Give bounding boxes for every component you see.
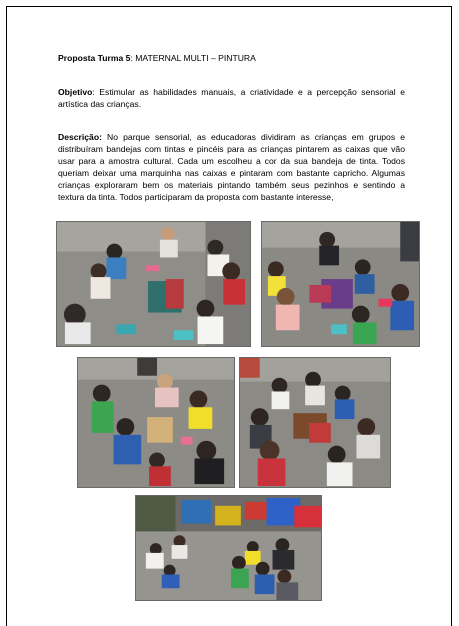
document-page [6,6,452,626]
photo-children-painting-1 [56,221,251,347]
description-paragraph [58,131,405,203]
description-label: Descrição: [58,132,102,142]
document-title [58,52,405,64]
title-label: Proposta Turma 5 [58,53,131,63]
objective-label: Objetivo [58,87,93,97]
title-text: : MATERNAL MULTI – PINTURA [130,53,256,63]
photo-children-painting-3 [77,357,235,488]
photo-children-painting-4 [239,357,391,488]
photo-children-painting-5 [135,495,322,601]
objective-text: : Estimular as habilidades manuais, a criatividade e a percepção sensorial e artística das crianças. [58,87,405,109]
photo-children-painting-2 [261,221,420,347]
objective-paragraph [58,86,405,110]
description-text: No parque sensorial, as educadoras dividiram as crianças em grupos e distribuíram bandejas com tintas e pincéis para as crianças pintarem as caixas que vão usar para a amostra cultural. Cada um escolheu a cor da sua bandeja de tinta. Todos queriam deixar uma marquinha nas caixas e pintaram com bastante capricho. Algumas crianças exploraram bem os materiais pintando também seus pezinhos e sentindo a textura da tinta. Todos participaram da proposta com bastante interesse, [58,132,405,202]
